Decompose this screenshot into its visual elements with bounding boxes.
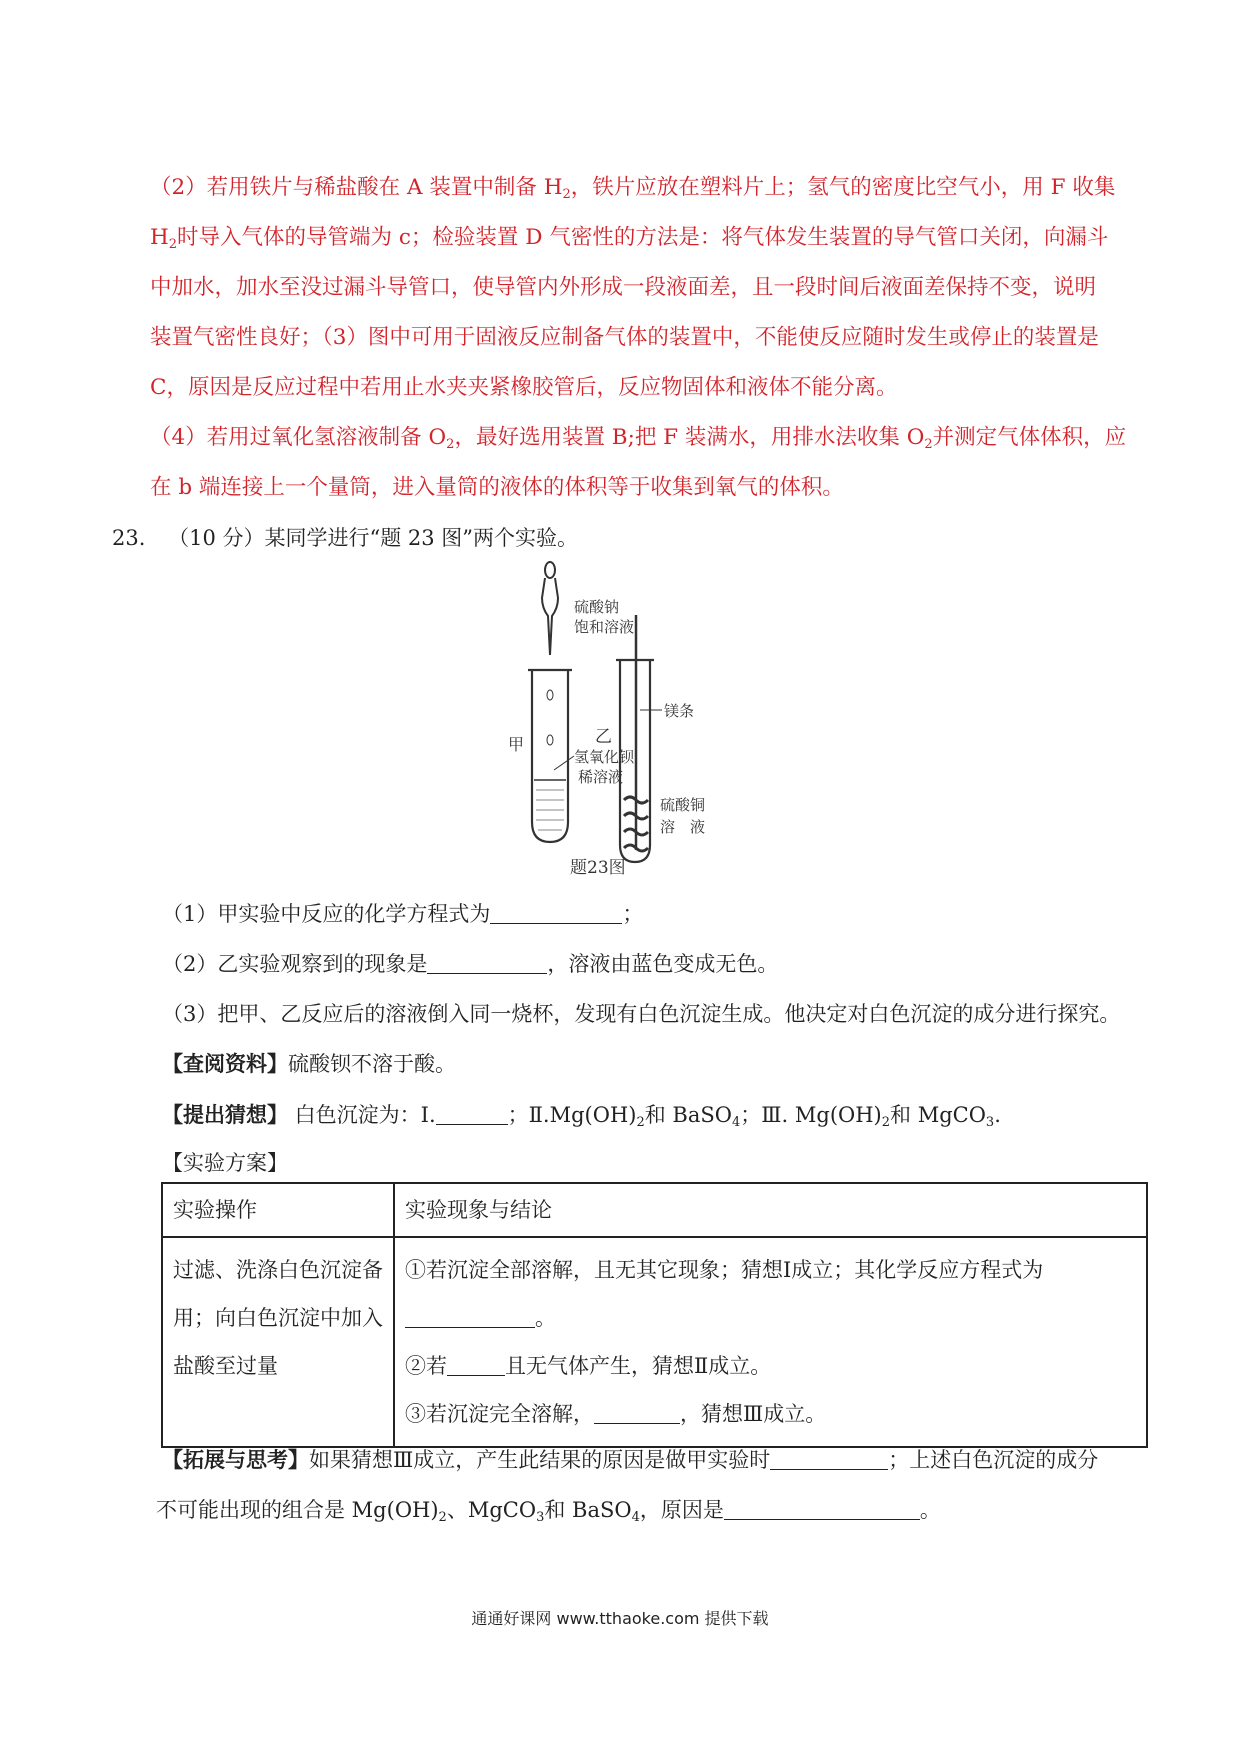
- q2: （2）乙实验观察到的现象是 ，溶液由蓝色变成无色。: [162, 952, 779, 976]
- answer-line-4: 装置气密性良好；（3）图中可用于固液反应制备气体的装置中，不能使反应随时发生或停止的装置是: [150, 325, 1099, 350]
- extension-line-2: 不可能出现的组合是 $Mg(OH)_2$、MgCO$_3$和 BaSO$_4$，原因是 。: [156, 1498, 941, 1525]
- table-cell-results: [394, 1237, 1147, 1447]
- label-mg: 镁条: [664, 702, 695, 720]
- result-3: ③若沉淀完全溶解， ，猜想Ⅲ成立。: [405, 1402, 827, 1426]
- blank-ext-1[interactable]: [770, 1449, 888, 1470]
- answer-line-7: 在 b 端连接上一个量筒，进入量筒的液体的体积等于收集到氧气的体积。: [150, 475, 844, 500]
- page-footer: 通通好课网 www.tthaoke.com 提供下载: [471, 1609, 769, 1628]
- blank-equation[interactable]: [405, 1307, 535, 1328]
- label-cuso4-2: 溶 液: [660, 818, 706, 836]
- experiment-table: [161, 1182, 1148, 1448]
- test-tube-jia: [528, 670, 572, 842]
- table-header-result: 实验现象与结论: [394, 1183, 1147, 1237]
- label-cuso4-1: 硫酸铜: [660, 796, 706, 814]
- question-number: 23.: [112, 526, 146, 550]
- plan-label: 【实验方案】: [162, 1151, 288, 1175]
- blank-ext-2[interactable]: [724, 1499, 920, 1520]
- label-jia: 甲: [508, 735, 525, 754]
- answer-line-5: C，原因是反应过程中若用止水夹夹紧橡胶管后，反应物固体和液体不能分离。: [150, 375, 898, 400]
- label-yi: 乙: [595, 727, 612, 747]
- q3: （3）把甲、乙反应后的溶液倒入同一烧杯，发现有白色沉淀生成。他决定对白色沉淀的成分进行探究。: [162, 1002, 1121, 1026]
- answer-line-1: （2）若用铁片与稀盐酸在 A 装置中制备 $H_2$，铁片应放在塑料片上；氢气的密度比空气小，用 F 收集: [150, 175, 1116, 202]
- answer-line-6: （4）若用过氧化氢溶液制备 $O_2$，最好选用装置 B;把 F 装满水，用排水法收集 $O_2$并测定气体体积，应: [150, 425, 1127, 452]
- experiment-figure: [490, 560, 750, 880]
- answer-line-3: 中加水，加水至没过漏斗导管口，使导管内外形成一段液面差，且一段时间后液面差保持不变，说明: [150, 275, 1097, 300]
- table-cell-operation: 过滤、洗涤白色沉淀备用；向白色沉淀中加入盐酸至过量: [162, 1237, 394, 1447]
- blank-guess-1[interactable]: [436, 1104, 508, 1125]
- answer-line-2: $H_2$时导入气体的导管端为 c；检验装置 D 气密性的方法是：将气体发生装置的导气管口关闭，向漏斗: [150, 225, 1109, 252]
- question-stem: 23. （10 分）某同学进行“题 23 图”两个实验。: [112, 526, 579, 550]
- reference-section: 【查阅资料】硫酸钡不溶于酸。: [162, 1051, 456, 1076]
- extension-line-1: 【拓展与思考】如果猜想Ⅲ成立，产生此结果的原因是做甲实验时 ；上述白色沉淀的成分: [162, 1447, 1099, 1472]
- blank-q1[interactable]: [490, 903, 622, 924]
- q1: （1）甲实验中反应的化学方程式为 ；: [162, 902, 644, 926]
- blank-r2[interactable]: [447, 1355, 505, 1376]
- result-1: ①若沉淀全部溶解，且无其它现象；猜想Ⅰ成立；其化学反应方程式为 。: [405, 1258, 1044, 1330]
- blank-r3[interactable]: [594, 1403, 680, 1424]
- label-baoh2-1: 氢氧化钡: [574, 748, 635, 766]
- table-header-operation: 实验操作: [162, 1183, 394, 1237]
- result-2: ②若 且无气体产生，猜想Ⅱ成立。: [405, 1354, 772, 1378]
- hypothesis-section: 【提出猜想】 白色沉淀为：Ⅰ. ；$Ⅱ.Mg(OH)_2$和 BaSO$_4$；Ⅲ. $Mg(OH)_2$和 MgCO$_3$.: [162, 1102, 1001, 1130]
- label-baoh2-2: 稀溶液: [578, 768, 624, 786]
- figure-caption: 题23图: [570, 858, 626, 878]
- blank-q2[interactable]: [427, 953, 547, 974]
- dropper-icon: [542, 562, 558, 655]
- label-na2so4-2: 饱和溶液: [574, 618, 635, 636]
- label-na2so4-1: 硫酸钠: [574, 598, 620, 616]
